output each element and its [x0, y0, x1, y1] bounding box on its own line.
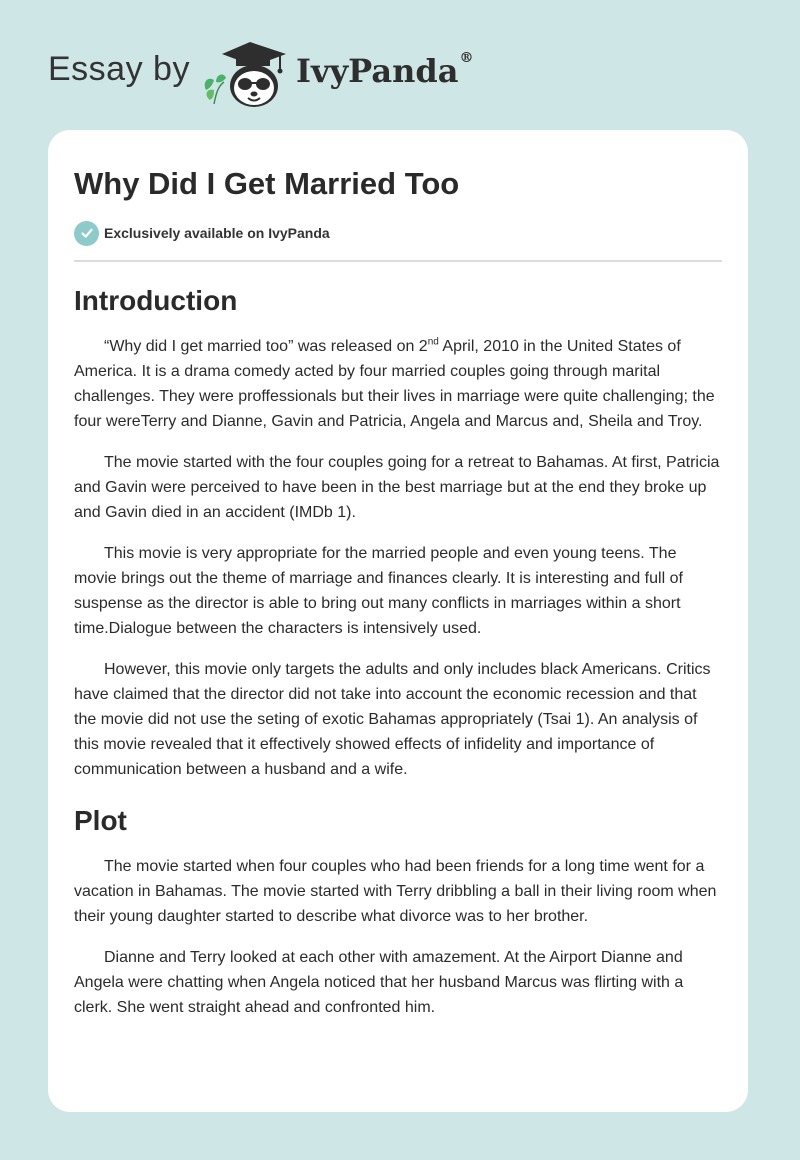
- paragraph-text: “Why did I get married too” was released on 2: [104, 338, 428, 355]
- site-header: [0, 0, 800, 128]
- brand-logo[interactable]: [296, 52, 473, 90]
- panda-graduate-icon[interactable]: [200, 38, 292, 110]
- ordinal-suffix: nd: [427, 336, 439, 348]
- check-circle-icon: [74, 221, 99, 246]
- brand-name: IvyPanda: [296, 52, 459, 90]
- exclusive-badge-label: Exclusively available on IvyPanda: [104, 225, 330, 241]
- section-heading: Introduction: [74, 285, 238, 316]
- section-plot: [74, 804, 722, 1020]
- paragraph: However, this movie only targets the adults and only includes black Americans. Critics have claimed that the director did not take into account the economic recession and that the movie did not use the seting of exotic Bahamas appropriately (Tsai 1). An analysis of this movie revealed that it effectively showed effects of infidelity and importance of communication between a husband and a wife.: [74, 661, 711, 778]
- paragraph: This movie is very appropriate for the married people and even young teens. The movie brings out the theme of marriage and finances clearly. It is interesting and full of suspense as the director is able to bring out many conflicts in marriages within a short time.Dialogue between the characters is intensively used.: [74, 545, 683, 637]
- exclusive-badge: [74, 220, 722, 246]
- page-title: Why Did I Get Married Too: [74, 166, 460, 201]
- paragraph: Dianne and Terry looked at each other with amazement. At the Airport Dianne and Angela were chatting when Angela noticed that her husband Marcus was flirting with a clerk. She went straight ahead and confronted him.: [74, 949, 684, 1016]
- paragraph: The movie started when four couples who had been friends for a long time went for a vacation in Bahamas. The movie started with Terry dribbling a ball in their living room when their young daughter started to describe what divorce was to her brother.: [74, 858, 717, 925]
- article-card: [48, 130, 748, 1112]
- section-introduction: [74, 284, 722, 782]
- essay-by-label: Essay by: [48, 50, 190, 88]
- registered-mark: ®: [459, 50, 474, 66]
- section-heading: Plot: [74, 805, 127, 836]
- divider: [74, 260, 722, 262]
- paragraph-text: April, 2010 in the United States of America. It is a drama comedy acted by four married couples going through marital challenges. They were proffessionals but their lives in marriage were quite challenging; the four wereTerry and Dianne, Gavin and Patricia, Angela and Marcus and, Sheila and Troy.: [74, 338, 715, 430]
- paragraph: The movie started with the four couples going for a retreat to Bahamas. At first, Patricia and Gavin were perceived to have been in the best marriage but at the end they broke up and Gavin died in an accident (IMDb 1).: [74, 454, 720, 521]
- paragraph: [74, 334, 722, 434]
